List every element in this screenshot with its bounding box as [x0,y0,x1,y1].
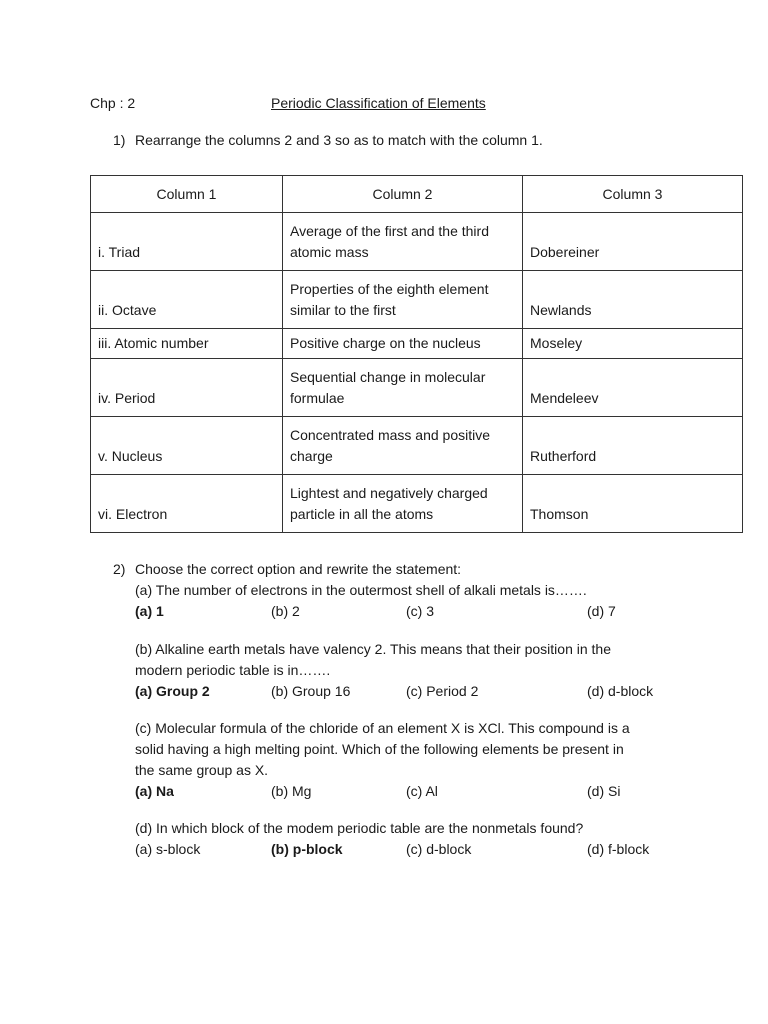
column-2-cell [283,475,523,533]
column-2-cell [283,417,523,475]
column-3-cell: Rutherford [523,417,743,475]
question-line: (d) In which block of the modem periodic table are the nonmetals found? [135,820,584,836]
question-2a [135,559,616,622]
page-title: Periodic Classification of Elements [271,95,486,111]
table-row [91,329,743,359]
question-2-number: 2) [113,561,126,577]
column-3-cell: Moseley [523,329,743,359]
table-row [91,213,743,271]
column-1-cell: ii. Octave [91,271,283,329]
option-a: (a) s-block [135,841,201,857]
question-line: solid having a high melting point. Which of the following elements be present in [135,741,624,757]
column-2-cell: Positive charge on the nucleus [283,329,523,359]
table-row [91,475,743,533]
option-a-answer: (a) Group 2 [135,683,210,699]
cell-line: atomic mass [290,243,369,260]
question-1-number: 1) [113,132,126,148]
question-2c [135,718,630,802]
matching-table [90,175,743,533]
option-b-answer: (b) p-block [271,841,343,857]
question-line: (c) Molecular formula of the chloride of an element X is XCl. This compound is a [135,720,630,736]
option-a-answer: (a) Na [135,783,174,799]
option-b: (b) Mg [271,783,312,799]
column-3-cell: Dobereiner [523,213,743,271]
column-2-header: Column 2 [283,176,523,213]
option-b: (b) 2 [271,603,300,619]
cell-line: Lightest and negatively charged [290,484,488,501]
option-row [135,781,630,802]
cell-line: Properties of the eighth element [290,280,489,297]
option-row [135,681,654,702]
cell-line: Sequential change in molecular [290,368,486,385]
table-row [91,359,743,417]
question-line: the same group as X. [135,762,269,778]
cell-line: charge [290,447,333,464]
cell-line: formulae [290,389,345,406]
option-row [135,839,650,860]
option-d: (d) Si [587,783,621,799]
column-1-cell: vi. Electron [91,475,283,533]
column-1-header: Column 1 [91,176,283,213]
column-2-cell [283,359,523,417]
column-2-cell [283,271,523,329]
question-1-text: Rearrange the columns 2 and 3 so as to match with the column 1. [135,132,543,148]
question-2b [135,639,654,702]
table-row [91,417,743,475]
option-row [135,601,616,622]
question-line: (a) The number of electrons in the outermost shell of alkali metals is……. [135,582,587,598]
cell-line: similar to the first [290,301,396,318]
question-2-intro: Choose the correct option and rewrite the statement: [135,561,462,577]
option-b: (b) Group 16 [271,683,351,699]
column-3-cell: Newlands [523,271,743,329]
option-c: (c) d-block [406,841,472,857]
option-c: (c) Period 2 [406,683,479,699]
cell-line: particle in all the atoms [290,505,434,522]
column-3-cell: Thomson [523,475,743,533]
column-1-cell: i. Triad [91,213,283,271]
column-1-cell: v. Nucleus [91,417,283,475]
column-3-cell: Mendeleev [523,359,743,417]
question-2d [135,818,650,860]
column-2-cell [283,213,523,271]
cell-line: Concentrated mass and positive [290,426,490,443]
question-line: modern periodic table is in……. [135,662,331,678]
option-c: (c) Al [406,783,438,799]
column-1-cell: iv. Period [91,359,283,417]
question-line: (b) Alkaline earth metals have valency 2. This means that their position in the [135,641,611,657]
option-d: (d) d-block [587,683,654,699]
table-row [91,271,743,329]
cell-line: Average of the first and the third [290,222,489,239]
chapter-label: Chp : 2 [90,95,136,111]
option-d: (d) f-block [587,841,650,857]
option-a-answer: (a) 1 [135,603,164,619]
column-3-header: Column 3 [523,176,743,213]
column-1-cell: iii. Atomic number [91,329,283,359]
option-c: (c) 3 [406,603,434,619]
table-header-row [91,176,743,213]
option-d: (d) 7 [587,603,616,619]
